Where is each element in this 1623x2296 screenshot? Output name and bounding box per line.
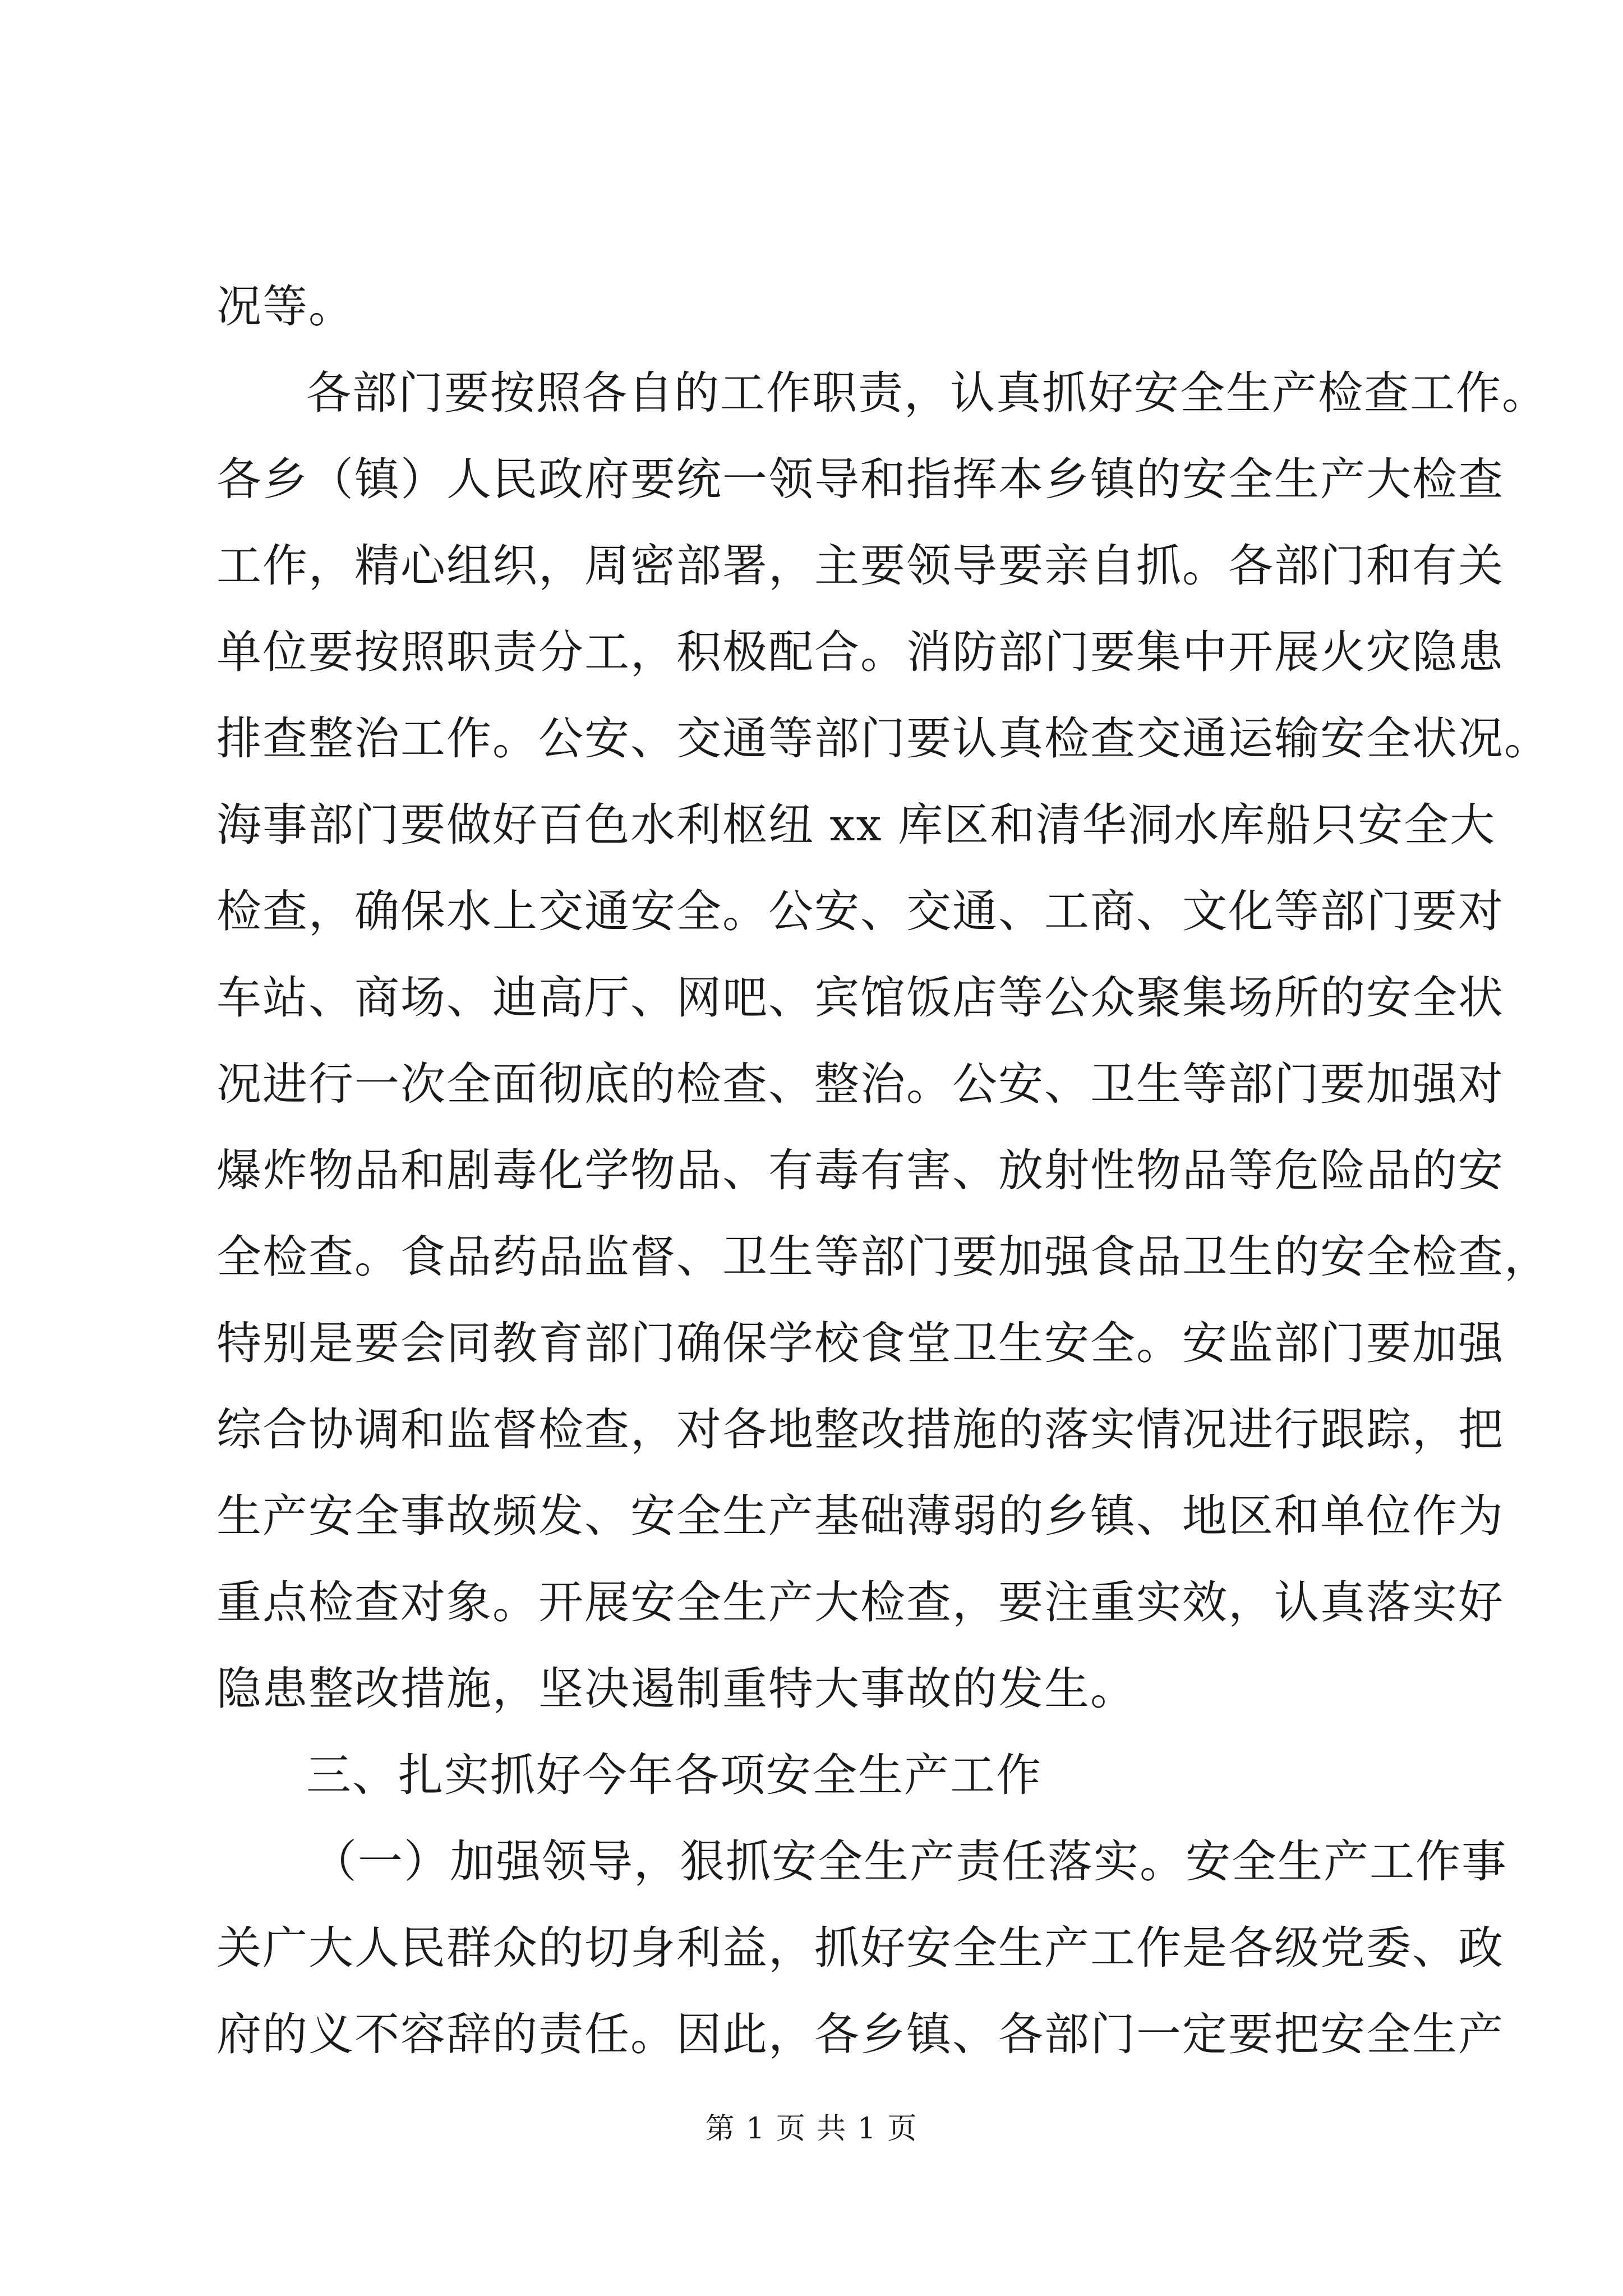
text-line: 府的义不容辞的责任。因此，各乡镇、各部门一定要把安全生产 [216, 2008, 1504, 2060]
document-body [216, 264, 1550, 2078]
paragraph-first-line: （一）加强领导，狠抓安全生产责任落实。安全生产工作事 [312, 1835, 1507, 1888]
text-line: 隐患整改措施，坚决遏制重特大事故的发生。 [216, 1663, 1136, 1715]
text-line: 重点检查对象。开展安全生产大检查，要注重实效，认真落实好 [216, 1576, 1504, 1628]
text-line: 综合协调和监督检查，对各地整改措施的落实情况进行跟踪，把 [216, 1404, 1504, 1456]
text-line: 特别是要会同教育部门确保学校食堂卫生安全。安监部门要加强 [216, 1317, 1504, 1369]
text-line: 关广大人民群众的切身利益，抓好安全生产工作是各级党委、政 [216, 1922, 1504, 1974]
paragraph-first-line: 各部门要按照各自的工作职责，认真抓好安全生产检查工作。 [306, 367, 1548, 419]
text-line: 各乡（镇）人民政府要统一领导和指挥本乡镇的安全生产大检查 [216, 453, 1504, 505]
text-line: 单位要按照职责分工，积极配合。消防部门要集中开展火灾隐患 [216, 626, 1504, 678]
text-line: 海事部门要做好百色水利枢纽 xx 库区和清华洞水库船只安全大 [216, 799, 1496, 851]
text-line: 全检查。食品药品监督、卫生等部门要加强食品卫生的安全检查， [216, 1231, 1550, 1283]
text-line: 排查整治工作。公安、交通等部门要认真检查交通运输安全状况。 [216, 712, 1550, 765]
page-number-footer: 第 1 页 共 1 页 [705, 2112, 918, 2146]
text-line: 工作，精心组织，周密部署，主要领导要亲自抓。各部门和有关 [216, 540, 1504, 592]
section-heading: 三、扎实抓好今年各项安全生产工作 [306, 1749, 1042, 1801]
text-line: 检查，确保水上交通安全。公安、交通、工商、文化等部门要对 [216, 885, 1504, 937]
text-line: 况等。 [216, 280, 354, 333]
text-line: 车站、商场、迪高厅、网吧、宾馆饭店等公众聚集场所的安全状 [216, 972, 1504, 1024]
text-line: 爆炸物品和剧毒化学物品、有毒有害、放射性物品等危险品的安 [216, 1144, 1504, 1197]
text-line: 况进行一次全面彻底的检查、整治。公安、卫生等部门要加强对 [216, 1058, 1504, 1110]
text-line: 生产安全事故频发、安全生产基础薄弱的乡镇、地区和单位作为 [216, 1490, 1504, 1542]
